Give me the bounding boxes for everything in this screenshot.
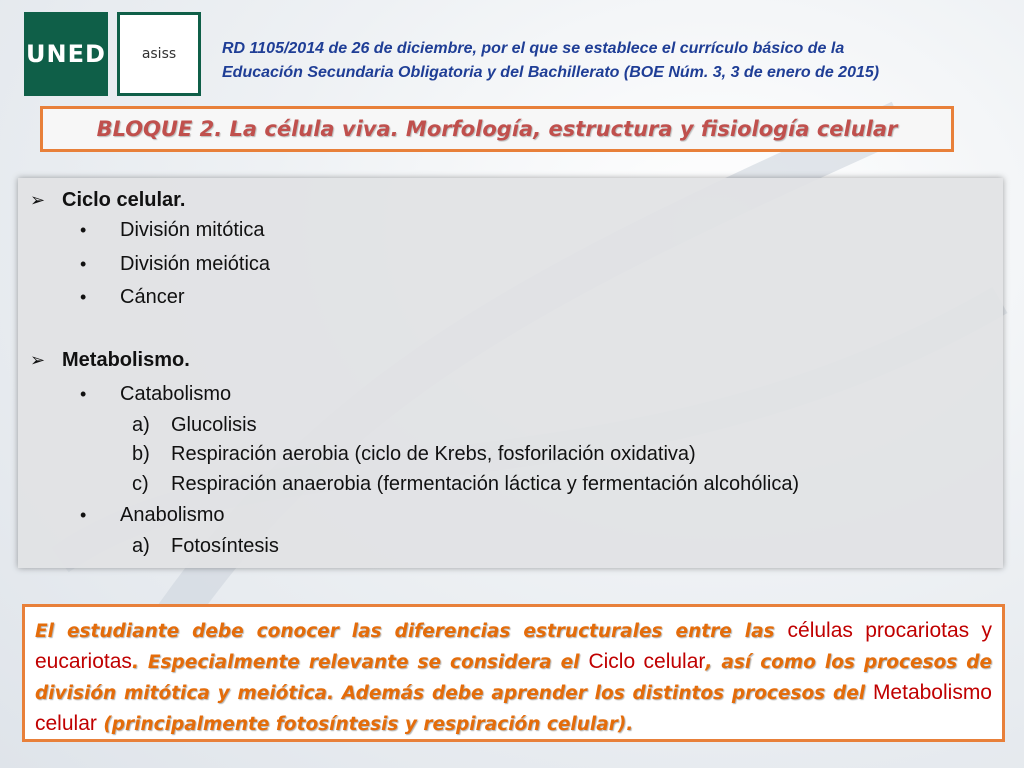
sub-item-letter: a): [132, 535, 150, 557]
sub-item-letter: b): [132, 443, 150, 465]
list-item: Cáncer: [120, 286, 185, 308]
note-part: . Especialmente relevante se considera el: [131, 652, 589, 673]
header-line-1: RD 1105/2014 de 26 de diciembre, por el que se establece el currículo básico de la: [222, 40, 845, 57]
sub-item-letter: c): [132, 473, 149, 495]
header-line-2: Educación Secundaria Obligatoria y del Bachillerato (BOE Núm. 3, 3 de enero de 2015): [222, 64, 880, 81]
section-title-ciclo: Ciclo celular.: [62, 189, 186, 211]
section-title-metabolismo: Metabolismo.: [62, 349, 190, 371]
bullet-icon: •: [80, 287, 87, 307]
bloque-title-box: [40, 106, 954, 152]
content-panel: [18, 178, 1003, 568]
list-item: División meiótica: [120, 253, 271, 275]
bullet-icon: •: [80, 384, 87, 404]
note-box: [22, 604, 1005, 742]
note-term: células procariotas y eucariotas: [35, 619, 992, 673]
note-part: (principalmente fotosíntesis y respiración celular).: [96, 714, 634, 735]
bullet-icon: •: [80, 220, 87, 240]
bloque-title: BLOQUE 2. La célula viva. Morfología, estructura y fisiología celular: [96, 117, 898, 141]
arrow-bullet-icon: ➢: [30, 190, 46, 210]
note-term: Metabolismo celular: [35, 681, 992, 735]
header-reference: [222, 37, 1002, 85]
bullet-icon: •: [80, 505, 87, 525]
sub-item: Fotosíntesis: [171, 535, 279, 557]
sub-item-letter: a): [132, 414, 150, 436]
list-item: División mitótica: [120, 219, 265, 241]
sub-item: Glucolisis: [171, 414, 257, 436]
sub-item: Respiración aerobia (ciclo de Krebs, fosforilación oxidativa): [171, 443, 696, 465]
bullet-icon: •: [80, 254, 87, 274]
asiss-logo: asiss: [117, 12, 201, 96]
arrow-bullet-icon: ➢: [30, 350, 46, 370]
note-text: [35, 616, 992, 740]
note-part: , así como los procesos de división mitótica y meiótica. Además debe aprender los distintos procesos del: [35, 652, 992, 704]
note-part: El estudiante debe conocer las diferencias estructurales entre las: [35, 621, 788, 642]
list-item: Anabolismo: [120, 504, 225, 526]
note-term: Ciclo celular: [588, 650, 706, 673]
uned-logo: UNED: [24, 12, 108, 96]
list-item: Catabolismo: [120, 383, 232, 405]
sub-item: Respiración anaerobia (fermentación láctica y fermentación alcohólica): [171, 473, 800, 495]
